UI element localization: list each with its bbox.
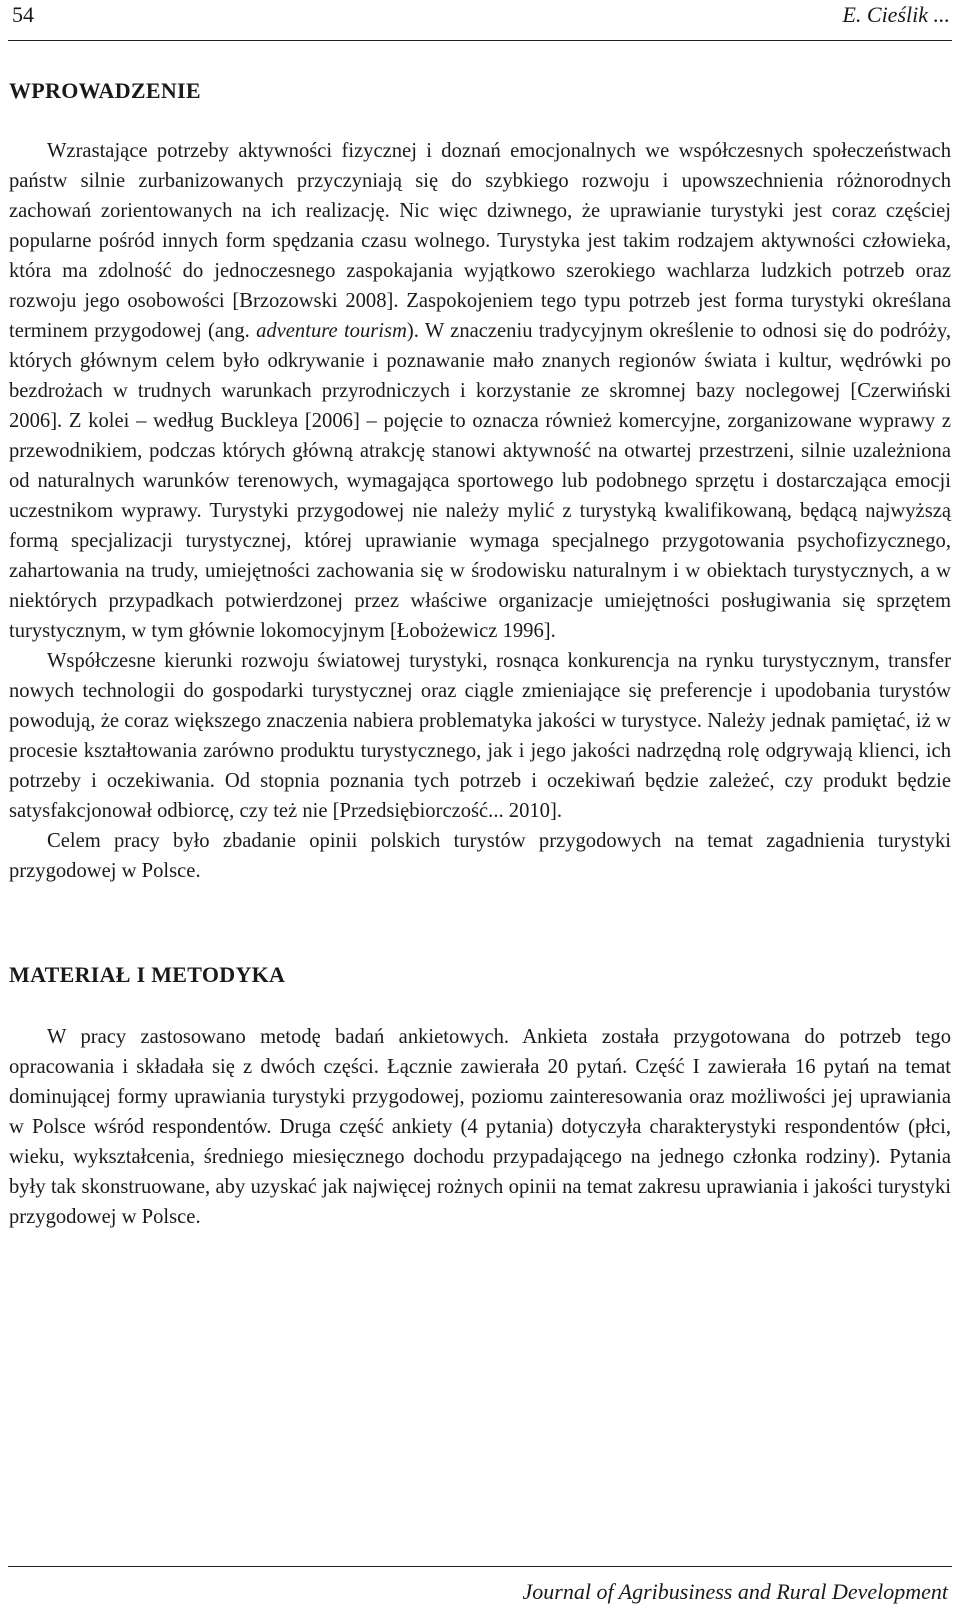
section-heading-introduction: WPROWADZENIE — [9, 78, 201, 103]
running-author: E. Cieślik ... — [842, 2, 950, 27]
foreign-term: adventure tourism — [256, 320, 407, 342]
journal-name: Journal of Agribusiness and Rural Development — [522, 1579, 948, 1604]
paragraph-methods-1: W pracy zastosowano metodę badań ankietowych. Ankieta została przygotowana do potrzeb tego opracowania i składała się z dwóch części. Łącznie zawierała 20 pytań. Część I zawierała 16 pytań na temat dominującej formy uprawiania turystyki przygodowej, poziomu zainteresowania oraz możliwości jej uprawiania w Polsce wśród respondentów. Druga część ankiety (4 pytania) dotyczyła charakterystyki respondentów (płci, wieku, wykształcenia, średniego miesięcznego dochodu przypadającego na jednego członka rodziny). Pytania były tak skonstruowane, aby uzyskać jak najwięcej rożnych opinii na temat zakresu uprawiania i jakości turystyki przygodowej w Polsce. — [9, 1026, 951, 1228]
article-body — [9, 72, 951, 1232]
running-header — [8, 0, 952, 41]
running-footer — [8, 1566, 952, 1604]
paragraph-introduction-2: Współczesne kierunki rozwoju światowej turystyki, rosnąca konkurencja na rynku turystycznym, transfer nowych technologii do gospodarki turystycznej oraz ciągle zmieniające się preferencje i upodobania turystów powodują, że coraz większego znaczenia nabiera problematyka jakości w turystyce. Należy jednak pamiętać, iż w procesie kształtowania zarówno produktu turystycznego, jak i jego jakości nadrzędną rolę odgrywają klienci, ich potrzeby i oczekiwania. Od stopnia poznania tych potrzeb i oczekiwań będzie zależeć, czy produkt będzie satysfakcjonował odbiorcę, czy też nie [Przedsiębiorczość... 2010]. — [9, 650, 951, 822]
paragraph-introduction-3: Celem pracy było zbadanie opinii polskich turystów przygodowych na temat zagadnienia turystyki przygodowej w Polsce. — [9, 830, 951, 882]
paragraph-introduction-1: Wzrastające potrzeby aktywności fizycznej i doznań emocjonalnych we współczesnych społeczeństwach państw silnie zurbanizowanych przyczyniają się do szybkiego rozwoju i upowszechnienia różnorodnych zachowań zorientowanych na ich realizację. Nic więc dziwnego, że uprawianie turystyki jest coraz częściej popularne pośród innych form spędzania czasu wolnego. Turystyka jest takim rodzajem aktywności człowieka, która ma zdolność do jednoczesnego zaspokajania wyjątkowo szerokiego wachlarza ludzkich potrzeb oraz rozwoju jego osobowości [Brzozowski 2008]. Zaspokojeniem tego typu potrzeb jest forma turystyki określana terminem przygodowej (ang. adventure tourism). W znaczeniu tradycyjnym określenie to odnosi się do podróży, których głównym celem było odkrywanie i poznawanie mało znanych regionów świata i kultur, wędrówki po bezdrożach w trudnych warunkach przyrodniczych i korzystanie ze skromnej bazy noclegowej [Czerwiński 2006]. Z kolei – według Buckleya [2006] – pojęcie to oznacza również komercyjne, zorganizowane wyprawy z przewodnikiem, podczas których główną atrakcję stanowi aktywność na otwartej przestrzeni, silnie uzależniona od naturalnych warunków terenowych, wymagająca sportowego lub podobnego sprzętu i dostarczająca emocji uczestnikom wyprawy. Turystyki przygodowej nie należy mylić z turystyką kwalifikowaną, będącą najwyższą formą specjalizacji turystycznej, której uprawianie wymaga specjalnego przygotowania psychofizycznego, zahartowania na trudy, umiejętności zachowania się w środowisku naturalnym i w obiektach turystycznych, a w niektórych przypadkach potwierdzonej przez właściwe organizacje umiejętności posługiwania się sprzętem turystycznym, w tym głównie lokomocyjnym [Łobożewicz 1996]. — [9, 140, 951, 642]
section-heading-materials-methods: MATERIAŁ I METODYKA — [9, 962, 286, 987]
page-number: 54 — [12, 2, 34, 27]
